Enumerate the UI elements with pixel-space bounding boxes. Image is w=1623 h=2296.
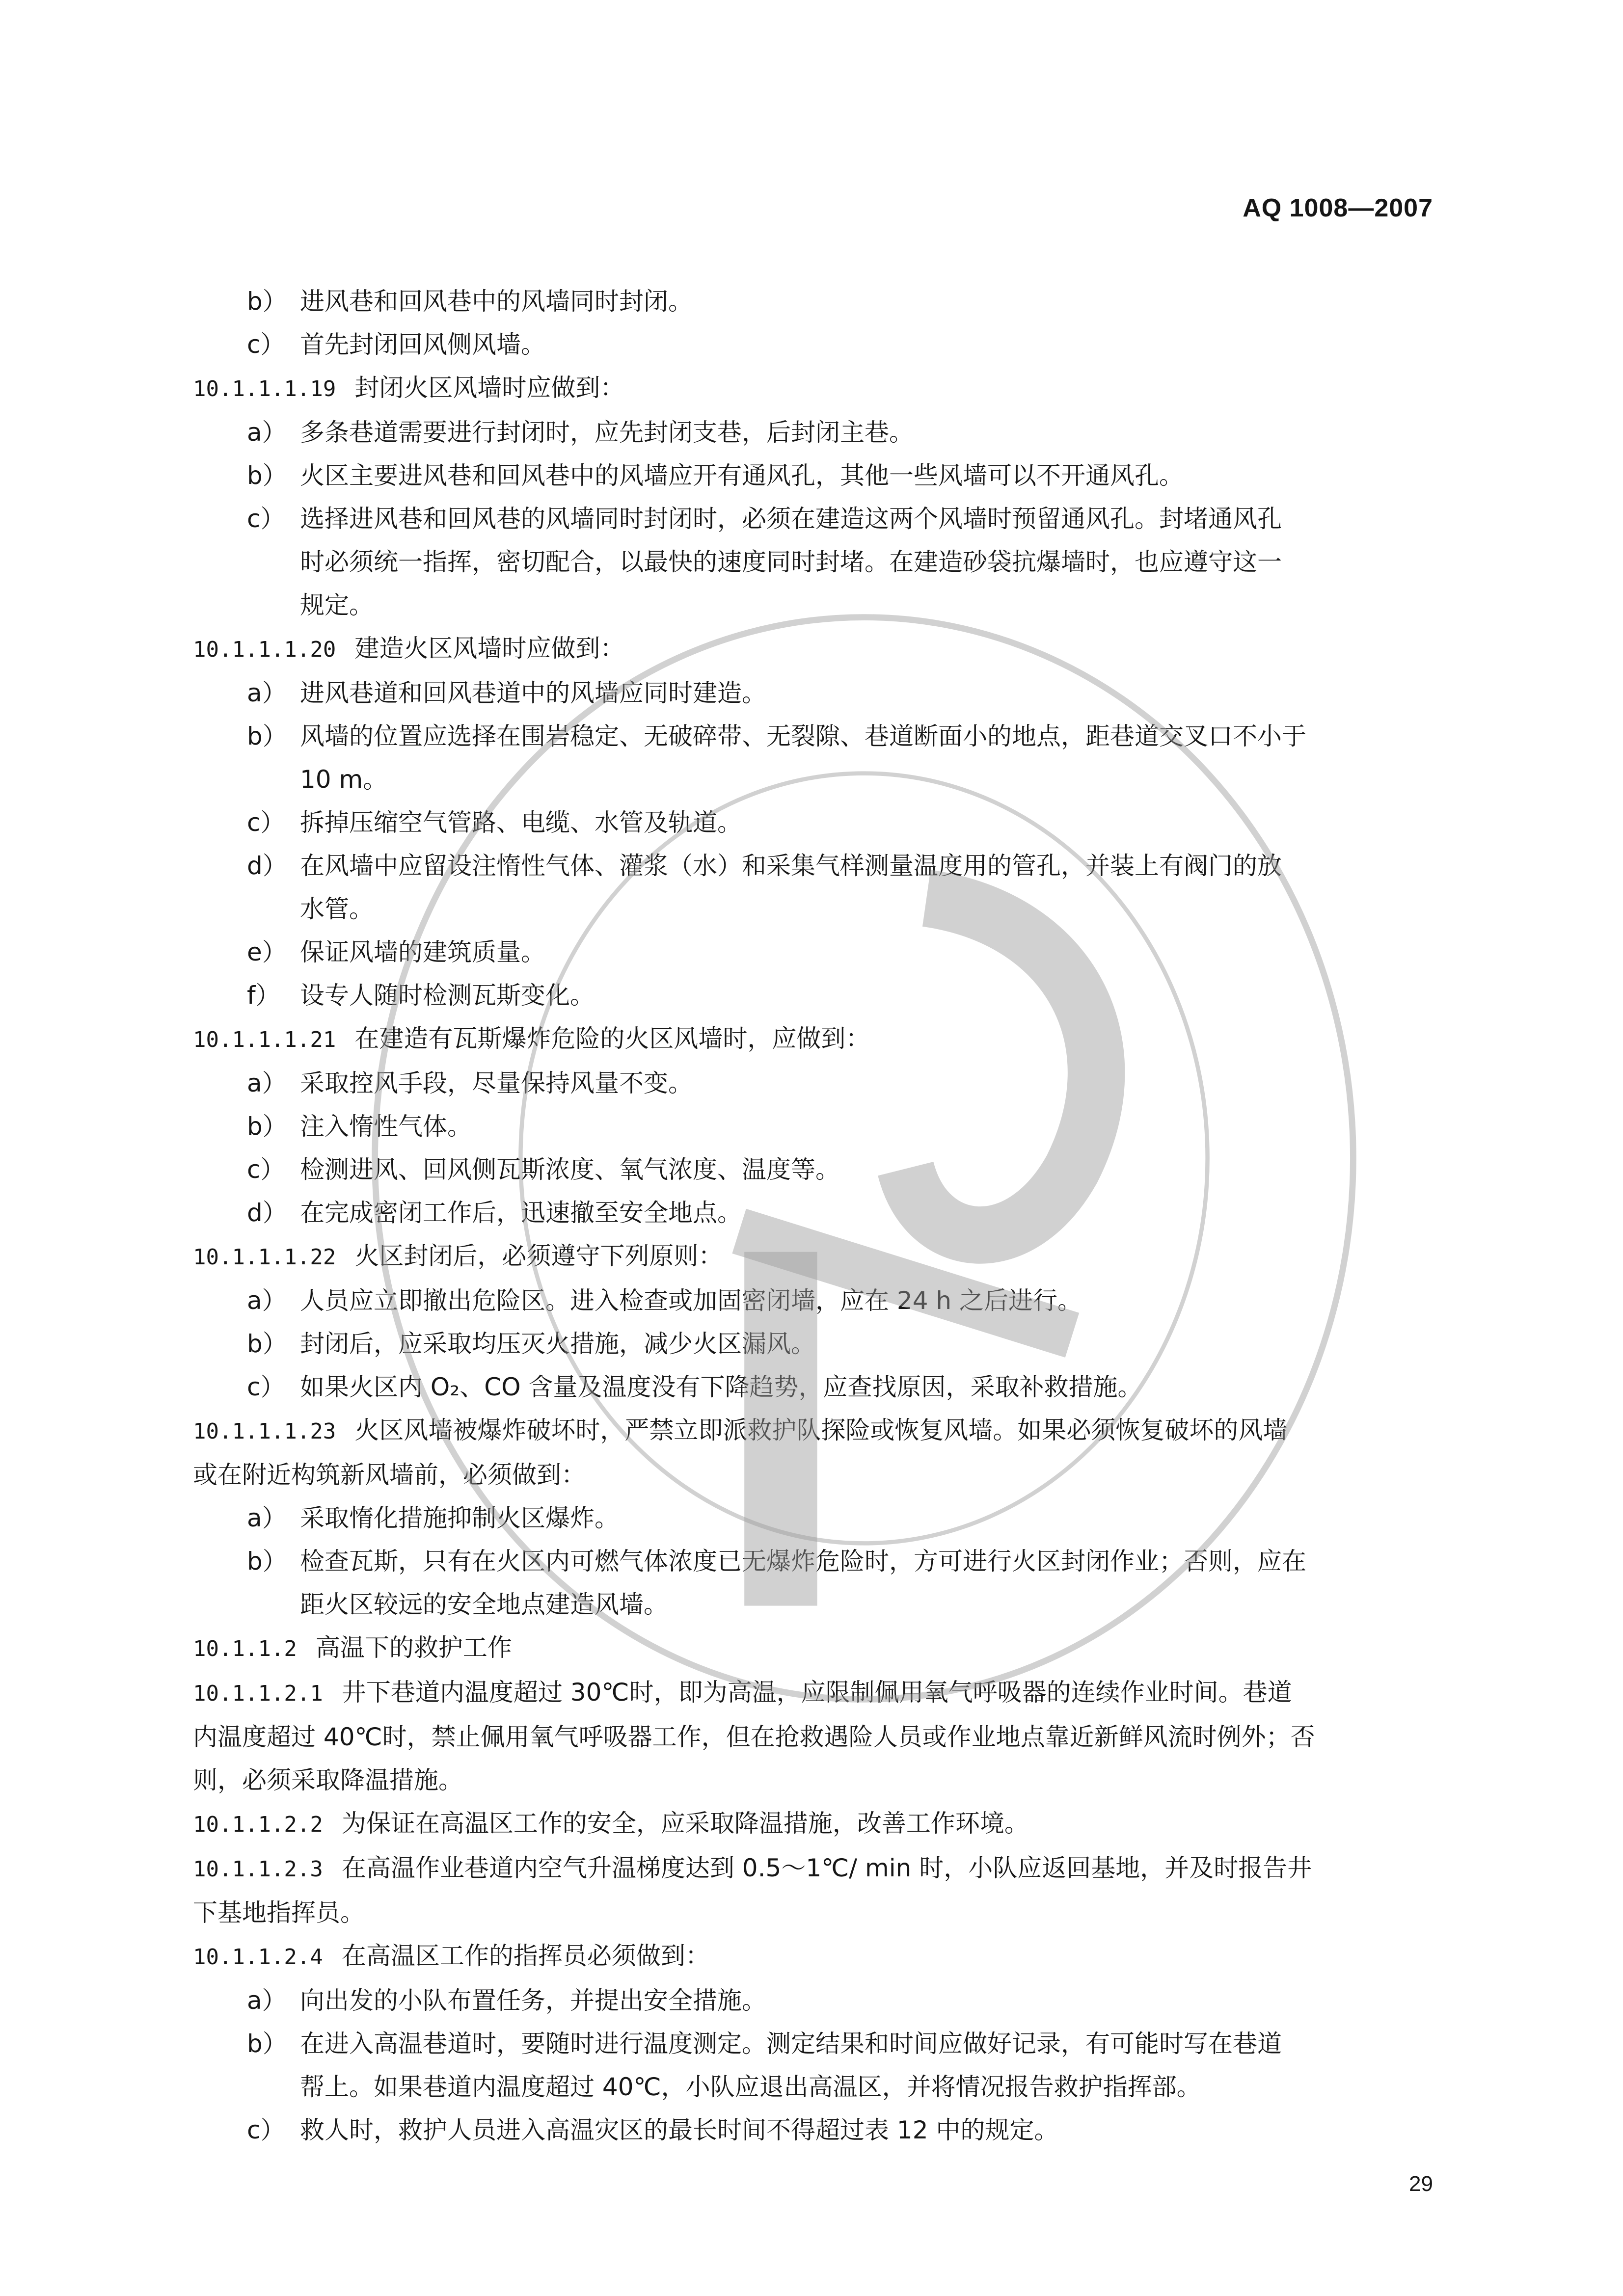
clause-number: 10.1.1.2: [193, 1636, 297, 1661]
clause-number: 10.1.1.1.20: [193, 637, 336, 662]
clause-number: 10.1.1.2.1: [193, 1681, 323, 1706]
list-marker: a）: [247, 1286, 287, 1315]
list-item-line: [193, 323, 1440, 366]
clause-number: 10.1.1.1.21: [193, 1027, 336, 1052]
clause-text: 高温下的救护工作: [315, 1633, 512, 1662]
list-item-text: 采取控风手段，尽量保持风量不变。: [300, 1069, 693, 1097]
list-marker: c）: [247, 1155, 285, 1184]
list-item-line: [193, 1583, 1440, 1626]
list-item-text: 进风巷和回风巷中的风墙同时封闭。: [300, 287, 693, 316]
clause-number: 10.1.1.1.23: [193, 1419, 336, 1444]
list-marker: b）: [247, 1547, 287, 1575]
list-marker: a）: [247, 418, 287, 447]
list-item-text: 多条巷道需要进行封闭时，应先封闭支巷，后封闭主巷。: [300, 418, 914, 447]
list-item-line: [193, 1062, 1440, 1105]
list-item-text: 救人时，救护人员进入高温灾区的最长时间不得超过表 12 中的规定。: [300, 2116, 1059, 2144]
clause-line: [193, 1453, 1440, 1496]
list-item-line: [193, 1279, 1440, 1322]
list-item-text: 检测进风、回风侧瓦斯浓度、氧气浓度、温度等。: [300, 1155, 840, 1184]
list-item-line: [193, 1540, 1440, 1583]
list-item-text: 首先封闭回风侧风墙。: [300, 330, 545, 359]
list-item-line: [193, 974, 1440, 1017]
list-item-line: [193, 280, 1440, 323]
clause-text: 为保证在高温区工作的安全，应采取降温措施，改善工作环境。: [341, 1809, 1029, 1838]
list-item-text: 水管。: [300, 895, 374, 923]
list-item-text: 检查瓦斯，只有在火区内可燃气体浓度已无爆炸危险时，方可进行火区封闭作业；否则，应在: [300, 1547, 1306, 1575]
list-marker: d）: [247, 852, 287, 880]
list-item-text: 风墙的位置应选择在围岩稳定、无破碎带、无裂隙、巷道断面小的地点，距巷道交叉口不小于: [300, 722, 1306, 750]
list-item-text: 距火区较远的安全地点建造风墙。: [300, 1590, 668, 1619]
clause-number: 10.1.1.2.3: [193, 1857, 323, 1882]
list-marker: c）: [247, 330, 285, 359]
list-item-text: 保证风墙的建筑质量。: [300, 938, 545, 966]
clause-line: [193, 1802, 1440, 1846]
clause-line: [193, 1891, 1440, 1934]
list-item-line: [193, 715, 1440, 758]
list-item-line: [193, 1191, 1440, 1234]
list-item-line: [193, 584, 1440, 627]
list-item-text: 人员应立即撤出危险区。进入检查或加固密闭墙，应在 24 h 之后进行。: [300, 1286, 1082, 1315]
page-number: 29: [1409, 2172, 1433, 2196]
list-item-text: 采取惰化措施抑制火区爆炸。: [300, 1504, 619, 1532]
list-item-text: 设专人随时检测瓦斯变化。: [300, 981, 595, 1010]
list-item-text: 在完成密闭工作后，迅速撤至安全地点。: [300, 1199, 742, 1227]
clause-number: 10.1.1.2.4: [193, 1945, 323, 1970]
clause-line: [193, 1759, 1440, 1802]
clause-text: 或在附近构筑新风墙前，必须做到：: [193, 1461, 586, 1489]
list-item-text: 选择进风巷和回风巷的风墙同时封闭时，必须在建造这两个风墙时预留通风孔。封堵通风孔: [300, 505, 1282, 533]
list-marker: f）: [247, 981, 280, 1010]
list-item-line: [193, 2065, 1440, 2109]
list-marker: a）: [247, 1986, 287, 2015]
list-item-line: [193, 887, 1440, 931]
list-item-text: 时必须统一指挥，密切配合，以最快的速度同时封堵。在建造砂袋抗爆墙时，也应遵守这一: [300, 548, 1282, 576]
clause-line: [193, 1234, 1440, 1279]
list-item-line: [193, 758, 1440, 801]
standard-code: AQ 1008—2007: [1243, 194, 1433, 222]
clause-text: 火区封闭后，必须遵守下列原则：: [354, 1242, 723, 1270]
clause-text: 井下巷道内温度超过 30℃时，即为高温，应限制佩用氧气呼吸器的连续作业时间。巷道: [341, 1678, 1292, 1707]
list-item-line: [193, 931, 1440, 974]
list-item-text: 进风巷道和回风巷道中的风墙应同时建造。: [300, 679, 766, 707]
list-item-line: [193, 497, 1440, 540]
clause-line: [193, 1846, 1440, 1891]
list-item-line: [193, 1979, 1440, 2022]
list-marker: a）: [247, 1504, 287, 1532]
list-marker: c）: [247, 505, 285, 533]
clause-line: [193, 1934, 1440, 1979]
list-item-line: [193, 1148, 1440, 1191]
list-item-line: [193, 1496, 1440, 1540]
list-item-text: 规定。: [300, 591, 374, 619]
list-marker: b）: [247, 722, 287, 750]
list-item-line: [193, 540, 1440, 584]
list-item-line: [193, 1105, 1440, 1148]
list-marker: b）: [247, 2029, 287, 2058]
clause-text: 在高温作业巷道内空气升温梯度达到 0.5～1℃/ min 时，小队应返回基地，并及时报告井: [341, 1854, 1312, 1882]
clause-text: 则，必须采取降温措施。: [193, 1766, 463, 1794]
list-item-text: 在风墙中应留设注惰性气体、灌浆（水）和采集气样测量温度用的管孔，并装上有阀门的放: [300, 852, 1282, 880]
clause-line: [193, 1017, 1440, 1062]
clause-line: [193, 1626, 1440, 1671]
clause-number: 10.1.1.2.2: [193, 1812, 323, 1837]
clause-line: [193, 627, 1440, 671]
clause-text: 在建造有瓦斯爆炸危险的火区风墙时，应做到：: [354, 1024, 870, 1053]
clause-text: 火区风墙被爆炸破坏时，严禁立即派救护队探险或恢复风墙。如果必须恢复破坏的风墙: [354, 1416, 1288, 1444]
clause-number: 10.1.1.1.19: [193, 376, 336, 401]
list-item-text: 如果火区内 O₂、CO 含量及温度没有下降趋势，应查找原因，采取补救措施。: [300, 1373, 1142, 1401]
clause-text: 封闭火区风墙时应做到：: [354, 374, 625, 402]
list-marker: a）: [247, 1069, 287, 1097]
list-marker: b）: [247, 461, 287, 490]
list-item-line: [193, 1322, 1440, 1365]
clause-line: [193, 1409, 1440, 1453]
list-item-text: 火区主要进风巷和回风巷中的风墙应开有通风孔，其他一些风墙可以不开通风孔。: [300, 461, 1184, 490]
list-item-line: [193, 2022, 1440, 2065]
list-item-line: [193, 411, 1440, 454]
list-marker: b）: [247, 1112, 287, 1141]
list-item-line: [193, 801, 1440, 844]
clause-line: [193, 1671, 1440, 1715]
clause-number: 10.1.1.1.22: [193, 1245, 336, 1270]
list-marker: b）: [247, 1330, 287, 1358]
list-item-line: [193, 844, 1440, 887]
clause-text: 内温度超过 40℃时，禁止佩用氧气呼吸器工作，但在抢救遇险人员或作业地点靠近新鲜风流时例外；否: [193, 1723, 1315, 1751]
list-item-text: 10 m。: [300, 765, 388, 794]
list-marker: b）: [247, 287, 287, 316]
list-item-text: 帮上。如果巷道内温度超过 40℃，小队应退出高温区，并将情况报告救护指挥部。: [300, 2073, 1201, 2101]
list-marker: c）: [247, 808, 285, 837]
list-item-line: [193, 1365, 1440, 1409]
list-item-text: 封闭后，应采取均压灭火措施，减少火区漏风。: [300, 1330, 815, 1358]
list-marker: c）: [247, 2116, 285, 2144]
list-marker: e）: [247, 938, 287, 966]
document-body: [193, 280, 1440, 2152]
list-item-text: 向出发的小队布置任务，并提出安全措施。: [300, 1986, 766, 2015]
list-item-line: [193, 2109, 1440, 2152]
list-marker: d）: [247, 1199, 287, 1227]
clause-text: 建造火区风墙时应做到：: [354, 634, 625, 663]
list-marker: a）: [247, 679, 287, 707]
list-marker: c）: [247, 1373, 285, 1401]
clause-text: 在高温区工作的指挥员必须做到：: [341, 1942, 710, 1970]
clause-line: [193, 366, 1440, 411]
list-item-text: 在进入高温巷道时，要随时进行温度测定。测定结果和时间应做好记录，有可能时写在巷道: [300, 2029, 1282, 2058]
clause-text: 下基地指挥员。: [193, 1898, 365, 1927]
list-item-text: 注入惰性气体。: [300, 1112, 472, 1141]
clause-line: [193, 1715, 1440, 1759]
list-item-line: [193, 454, 1440, 497]
list-item-text: 拆掉压缩空气管路、电缆、水管及轨道。: [300, 808, 742, 837]
list-item-line: [193, 671, 1440, 715]
